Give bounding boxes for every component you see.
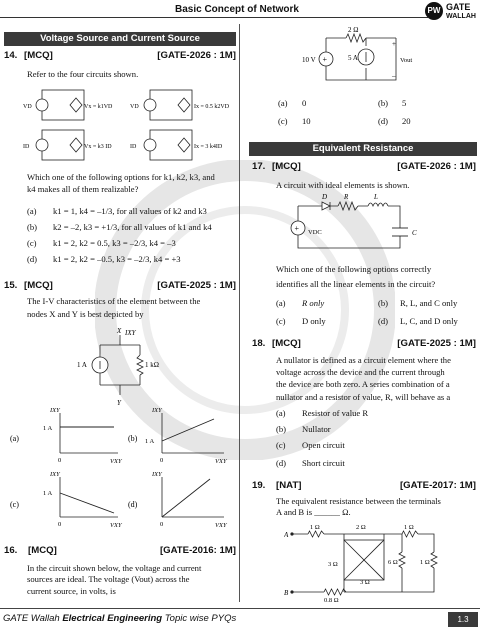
plus-icon: + (392, 40, 396, 48)
q16-option-a-label: (a) (278, 98, 288, 108)
logo-text (446, 2, 476, 22)
q15-b-origin: 0 (160, 457, 164, 464)
q14-intro: Refer to the four circuits shown. (27, 69, 139, 79)
q16-resistor-label: 2 Ω (348, 26, 359, 34)
q18-stem-line-1: A nullator is defined as a circuit element where the (276, 355, 451, 365)
q15-graph-c (10, 471, 123, 529)
q17-stem-line-1: Which one of the following options correctly (276, 264, 432, 274)
logo-line-1: GATE (446, 2, 471, 12)
q19-type: [NAT] (276, 480, 302, 491)
q16-option-d-label: (d) (378, 116, 389, 126)
q14-option-b-label: (b) (27, 222, 38, 232)
q19-stem-line-1: The equivalent resistance between the terminals (276, 496, 441, 506)
q18-option-b-label: (b) (276, 424, 287, 434)
q14-circuit-4 (130, 130, 223, 160)
q17-option-b-label: (b) (378, 298, 389, 308)
q14-circuit-3 (23, 130, 112, 160)
q14-option-a[interactable] (27, 206, 207, 217)
q19-number: 19. (252, 480, 266, 491)
q14-header (4, 50, 236, 63)
plus-icon: + (322, 55, 328, 64)
q18-option-b[interactable] (276, 424, 331, 435)
q15-node-y: Y (117, 399, 121, 407)
q17-r-label: R (344, 193, 349, 201)
q16-option-b-label: (b) (378, 98, 389, 108)
section-banner-equivalent-resistance: Equivalent Resistance (249, 142, 477, 156)
q17-v-label: VDC (308, 229, 322, 236)
q19-r7-label: 3 Ω (360, 579, 370, 586)
q19-node-a: A (284, 531, 289, 539)
q18-option-c-text: Open circuit (302, 440, 345, 450)
q19-stem-line-2: A and B is ______ Ω. (276, 507, 351, 518)
q14-option-c-label: (c) (27, 238, 37, 248)
q17-d-label: D (322, 193, 328, 201)
q17-c-label: C (412, 229, 417, 237)
q14-option-d[interactable] (27, 254, 181, 265)
q18-stem-line-3: the device are both zero. A series combination of a (276, 379, 450, 390)
q16-option-c[interactable] (278, 116, 311, 127)
q14-label-1: Vx = k1VD (84, 104, 113, 110)
q16-stem-line-3: current source, in volts, is (27, 585, 116, 596)
q19-r5-label: 6 Ω (388, 559, 398, 566)
q15-a-origin: 0 (58, 457, 62, 464)
q14-option-d-text: k1 = 2, k2 = –0.5, k3 = –2/3, k4 = +3 (53, 254, 181, 264)
q17-tag: [GATE-2026 : 1M] (397, 161, 476, 172)
q19-stem (276, 496, 476, 519)
q15-stem-1: The I-V characteristics of the element between the (27, 296, 201, 306)
q14-option-a-label: (a) (27, 206, 37, 216)
q15-b-xlabel: VXY (215, 458, 227, 465)
q15-a-val: 1 A (43, 425, 53, 432)
q15-option-c-label: (c) (10, 500, 19, 509)
q17-stem (276, 264, 476, 291)
q14-src-label-1: VD (23, 104, 32, 110)
q18-stem (276, 354, 476, 403)
q16-option-d-text: 20 (402, 116, 411, 126)
q16-isource-label: 5 A (348, 54, 358, 62)
q17-circuit (280, 192, 420, 256)
footer-divider (0, 608, 480, 609)
q15-resistor-label: 1 kΩ (145, 361, 159, 369)
q15-d-origin: 0 (160, 521, 164, 528)
q16-option-b-text: 5 (402, 98, 407, 108)
q14-stem-2: k4 makes all of them realizable? (27, 184, 139, 194)
q16-option-a-text: 0 (302, 98, 307, 108)
q15-node-x: X (117, 327, 122, 335)
q14-option-c[interactable] (27, 238, 176, 249)
q18-option-d-label: (d) (276, 458, 287, 468)
q14-option-d-label: (d) (27, 254, 38, 264)
q18-number: 18. (252, 338, 266, 349)
q16-header (4, 545, 236, 558)
q15-source-label: 1 A (77, 361, 87, 369)
q16-type: [MCQ] (28, 545, 57, 556)
q19-r3-label: 1 Ω (404, 524, 414, 531)
q15-tag: [GATE-2025 : 1M] (157, 280, 236, 291)
q17-stem-line-2: identifies all the linear elements in the circuit? (276, 279, 436, 290)
q16-vsource-label: 10 V (302, 56, 316, 64)
q15-graphs (10, 405, 238, 535)
q18-option-a[interactable] (276, 408, 369, 419)
q16-stem (27, 563, 235, 597)
q16-option-c-text: 10 (302, 116, 311, 126)
q14-circuits (22, 84, 237, 164)
q19-circuit (284, 522, 454, 604)
q15-current-label: IXY (125, 329, 136, 337)
q15-d-ylabel: IXY (152, 471, 162, 478)
q14-option-a-text: k1 = 1, k4 = –1/3, for all values of k2 and k3 (53, 206, 207, 216)
q16-tag: [GATE-2016: 1M] (159, 545, 236, 556)
q17-header (252, 161, 476, 174)
q19-r2-label: 2 Ω (356, 524, 366, 531)
q19-tag: [GATE-2017: 1M] (399, 480, 476, 491)
q17-option-a-label: (a) (276, 298, 286, 308)
q14-type: [MCQ] (24, 50, 53, 61)
q17-option-c-text: D only (302, 316, 326, 326)
footer-suffix: Topic wise PYQs (162, 613, 237, 624)
q18-option-d[interactable] (276, 458, 345, 469)
q15-stem-2: nodes X and Y is best depicted by (27, 309, 144, 319)
q16-option-b[interactable] (378, 98, 407, 109)
q18-type: [MCQ] (272, 338, 301, 349)
plus-icon: + (294, 224, 300, 233)
q16-option-c-label: (c) (278, 116, 288, 126)
q14-circuit-2 (130, 90, 230, 120)
q14-src-label-3: ID (23, 144, 30, 150)
q16-option-d[interactable] (378, 116, 411, 127)
q15-graph-a (10, 407, 123, 465)
q15-graph-d (128, 471, 228, 529)
q17-option-c[interactable] (276, 316, 326, 327)
q18-option-c-label: (c) (276, 440, 286, 450)
q15-header (4, 280, 236, 293)
q17-option-a-text: R only (302, 298, 325, 308)
q15-option-d-label: (d) (128, 500, 138, 509)
q16-stem-line-2: sources are ideal. The voltage (Vout) across the (27, 574, 190, 585)
q15-c-val: 1 A (43, 490, 53, 497)
q17-option-d-label: (d) (378, 316, 389, 326)
q15-b-val: 1 A (145, 438, 155, 445)
q17-option-a[interactable] (276, 298, 325, 309)
q15-type: [MCQ] (24, 280, 53, 291)
q18-option-b-text: Nullator (302, 424, 331, 434)
q18-tag: [GATE-2025 : 1M] (397, 338, 476, 349)
q16-option-a[interactable] (278, 98, 307, 109)
q14-circuit-1 (23, 90, 113, 120)
q14-label-2: Ix = 0.5 k2VD (194, 104, 230, 110)
column-divider (239, 24, 240, 602)
q14-src-label-4: ID (130, 144, 137, 150)
header-divider (0, 17, 428, 18)
q15-c-ylabel: IXY (50, 471, 60, 478)
q18-option-d-text: Short circuit (302, 458, 345, 468)
q19-node-b: B (284, 589, 289, 597)
q15-c-origin: 0 (58, 521, 62, 528)
q18-option-a-label: (a) (276, 408, 286, 418)
q14-number: 14. (4, 50, 18, 61)
q14-label-4: Ix = 3 k4ID (194, 144, 223, 150)
minus-icon: – (392, 72, 396, 80)
q16-stem-line-1: In the circuit shown below, the voltage and current (27, 563, 202, 573)
q18-option-c[interactable] (276, 440, 345, 451)
q19-header (252, 480, 476, 493)
q14-src-label-2: VD (130, 104, 139, 110)
q17-type: [MCQ] (272, 161, 301, 172)
q17-option-d-text: L, C, and D only (400, 316, 458, 326)
q14-tag: [GATE-2026 : 1M] (157, 50, 236, 61)
pw-logo-icon: PW (425, 2, 443, 20)
q15-d-xlabel: VXY (215, 522, 227, 529)
q14-option-b-text: k2 = –2, k3 = +1/3, for all values of k1 and k4 (53, 222, 212, 232)
q15-a-xlabel: VXY (110, 458, 122, 465)
q14-option-b[interactable] (27, 222, 212, 233)
q17-option-b-text: R, L, and C only (400, 298, 458, 308)
logo-line-2: WALLAH (446, 13, 476, 20)
q17-option-d[interactable] (378, 316, 458, 327)
q14-stem-1: Which one of the following options for k1, k2, k3, and (27, 172, 215, 182)
q16-vout-label: Vout (400, 57, 413, 64)
q15-a-ylabel: IXY (50, 407, 60, 414)
q14-label-3: Vx = k3 ID (84, 144, 112, 150)
q15-graph-b (128, 407, 228, 465)
footer-brand: GATE Wallah (3, 613, 63, 624)
q16-circuit (300, 24, 420, 90)
q15-circuit (75, 325, 170, 407)
q14-option-c-text: k1 = 2, k2 = 0.5, k3 = –2/3, k4 = –3 (53, 238, 176, 248)
q17-option-c-label: (c) (276, 316, 286, 326)
q18-stem-line-2: voltage across the device and the current through (276, 367, 445, 378)
q19-r8-label: 0.8 Ω (324, 597, 339, 604)
q16-number: 16. (4, 545, 18, 556)
q18-option-a-text: Resistor of value R (302, 408, 369, 418)
q15-number: 15. (4, 280, 18, 291)
q18-header (252, 338, 476, 351)
q19-r6-label: 1 Ω (420, 559, 430, 566)
q17-intro: A circuit with ideal elements is shown. (276, 180, 410, 190)
section-banner-voltage-current: Voltage Source and Current Source (4, 32, 236, 46)
header-title: Basic Concept of Network (175, 4, 299, 15)
q19-r4-label: 3 Ω (328, 561, 338, 568)
q19-r1-label: 1 Ω (310, 524, 320, 531)
q17-option-b[interactable] (378, 298, 458, 309)
q15-option-b-label: (b) (128, 434, 138, 443)
q18-stem-line-4: nullator and a resistor of value, R, will behave as a (276, 391, 451, 402)
footer-subject: Electrical Engineering (62, 613, 163, 624)
q17-number: 17. (252, 161, 266, 172)
page-number: 1.3 (448, 612, 478, 627)
q17-l-label: L (374, 193, 378, 201)
q15-option-a-label: (a) (10, 434, 19, 443)
footer-text (3, 613, 236, 626)
q15-b-ylabel: IXY (152, 407, 162, 414)
q15-c-xlabel: VXY (110, 522, 122, 529)
